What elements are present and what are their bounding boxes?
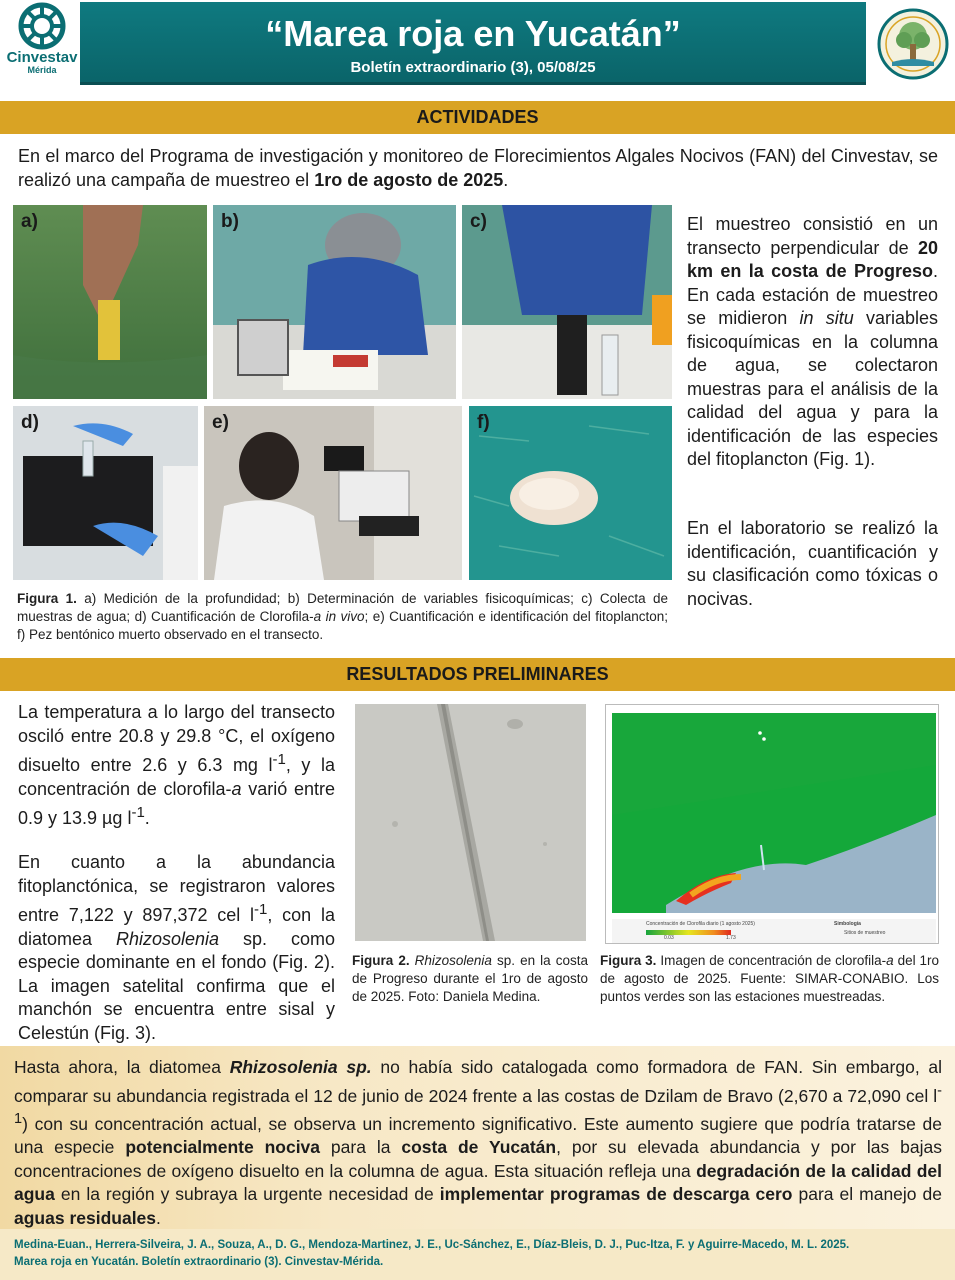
microscope-identification-photo: [204, 406, 462, 580]
photo-c-sample-collection: [462, 205, 672, 399]
citation-line-2: Marea roja en Yucatán. Boletín extraordinario (3). Cinvestav-Mérida.: [14, 1256, 384, 1268]
depth-measurement-photo: [13, 205, 207, 399]
satellite-map-image: [606, 705, 939, 944]
map-scale-max: 1.73: [726, 935, 736, 941]
intro-paragraph: En el marco del Programa de investigación y monitoreo de Florecimientos Algales Nocivos (FAN) del Cinvestav, se realizó una campaña de muestreo el 1ro de agosto de 2025.: [18, 146, 938, 190]
bulletin-title: “Marea roja en Yucatán”: [265, 13, 681, 54]
conclusion-paragraph: Hasta ahora, la diatomea Rhizosolenia sp. no había sido catalogada como formadora de FAN. Sin embargo, al comparar su abundancia registrada el 12 de junio de 2024 frente a las costas de Dzilam de Bravo (2,670 a 72,090 cel $l^{-1}$) con su concentración actual, se observa un incremento significativo. Este aumento sugiere que podría tratarse de una especie potencialmente nociva para la costa de Yucatán, por su elevada abundancia y por las bajas concentraciones de oxígeno disuelto en la columna de agua. Esta situación refleja una degradación de la calidad del agua en la región y subraya la urgente necesidad de implementar programas de descarga cero para el manejo de aguas residuales.: [14, 1057, 943, 1228]
figure-1-caption: Figura 1. a) Medición de la profundidad; b) Determinación de variables fisicoquímicas; c) Colecta de muestras de agua; d) Cuantificación de Clorofila-a in vivo; e) Cuantificación e identificación del fitoplancton; f) Pez bentónico muerto observado en el transecto.: [17, 591, 668, 642]
section-heading-resultados: RESULTADOS PRELIMINARES: [0, 658, 955, 691]
lab-tree-logo-icon: [874, 6, 952, 90]
figure-3-caption: Figura 3. Imagen de concentración de clorofila-a del 1ro de agosto de 2025. Fuente: SIMAR-CONABIO. Los puntos verdes son las estaciones muestreadas.: [600, 953, 940, 1004]
photo-f-dead-fish: [469, 406, 672, 580]
section-heading-actividades: ACTIVIDADES: [0, 101, 955, 134]
logo-location: Mérida: [27, 65, 57, 75]
results-paragraph-1: La temperatura a lo largo del transecto osciló entre 20.8 y 29.8 °C, el oxígeno disuelto entre 2.6 y 6.3 mg $l^{-1}$, y la concentración de clorofila-a varió entre 0.9 y 13.9 µg $l^{-1}$.: [18, 702, 336, 828]
cinvestav-logo: [4, 2, 80, 88]
citation-footer: [0, 1229, 955, 1280]
photo-a-depth: [13, 205, 207, 399]
map-scale-min: 0.03: [664, 935, 674, 941]
chlorophyll-quantification-photo: [13, 406, 198, 580]
cinvestav-emblem-icon: [18, 2, 66, 50]
rhizosolenia-micrograph: [355, 704, 586, 941]
photo-label-f: f): [477, 412, 490, 433]
photo-label-d: d): [21, 412, 39, 433]
photo-label-a: a): [21, 211, 38, 232]
photo-e-microscope: [204, 406, 462, 580]
dead-fish-photo: [469, 406, 672, 580]
citation-line-1: Medina-Euan., Herrera-Silveira, J. A., Souza, A., D. G., Mendoza-Martinez, J. E., Uc-Sánchez, E., Díaz-Bleis, D. J., Puc-Itza, F. y Aguirre-Macedo, M. L. 2025.: [14, 1239, 850, 1251]
figure-2-caption: Figura 2. Rhizosolenia sp. en la costa de Progreso durante el 1ro de agosto de 2025. Foto: Daniela Medina.: [352, 953, 588, 1004]
conclusion-box: [0, 1046, 955, 1229]
photo-b-physicochemical: [213, 205, 456, 399]
results-paragraph-2: En cuanto a la abundancia fitoplanctónica, se registraron valores entre 7,122 y 897,372 cel $l^{-1}$, con la diatomea Rhizosolenia sp. como especie dominante en el fondo (Fig. 2). La imagen satelital confirma que el manchón se encuentra entre sisal y Celestún (Fig. 3).: [18, 852, 335, 1043]
map-scale-title: Concentración de Clorofila diario (1 agosto 2025): [646, 921, 755, 927]
sampling-description-paragraph: El muestreo consistió en un transecto perpendicular de 20 km en la costa de Progreso. En cada estación de muestreo se midieron in situ variables fisicoquímicas en la columna de agua, se colectaron muestras para el análisis de la calidad del agua y para la identificación de las especies del fitoplancton (Fig. 1).: [687, 214, 938, 469]
logo-name: Cinvestav: [6, 49, 78, 66]
title-banner: [80, 2, 866, 85]
water-sample-photo: [462, 205, 672, 399]
photo-d-chlorophyll: [13, 406, 198, 580]
photo-label-b: b): [221, 211, 239, 232]
photo-label-c: c): [470, 211, 487, 232]
citation-text: [14, 1237, 949, 1271]
variables-measurement-photo: [213, 205, 456, 399]
lab-description-paragraph: En el laboratorio se realizó la identificación, cuantificación y su clasificación como tóxicas o nocivas.: [687, 518, 938, 609]
lab-logo: [874, 6, 952, 90]
photo-label-e: e): [212, 412, 229, 433]
map-legend-sampling-sites: Sitios de muestreo: [844, 930, 886, 936]
map-legend-title: Simbología: [834, 921, 861, 927]
chlorophyll-satellite-map: [605, 704, 939, 944]
bulletin-subtitle: Boletín extraordinario (3), 05/08/25: [350, 59, 596, 76]
diatom-microscope-photo: [355, 704, 586, 941]
